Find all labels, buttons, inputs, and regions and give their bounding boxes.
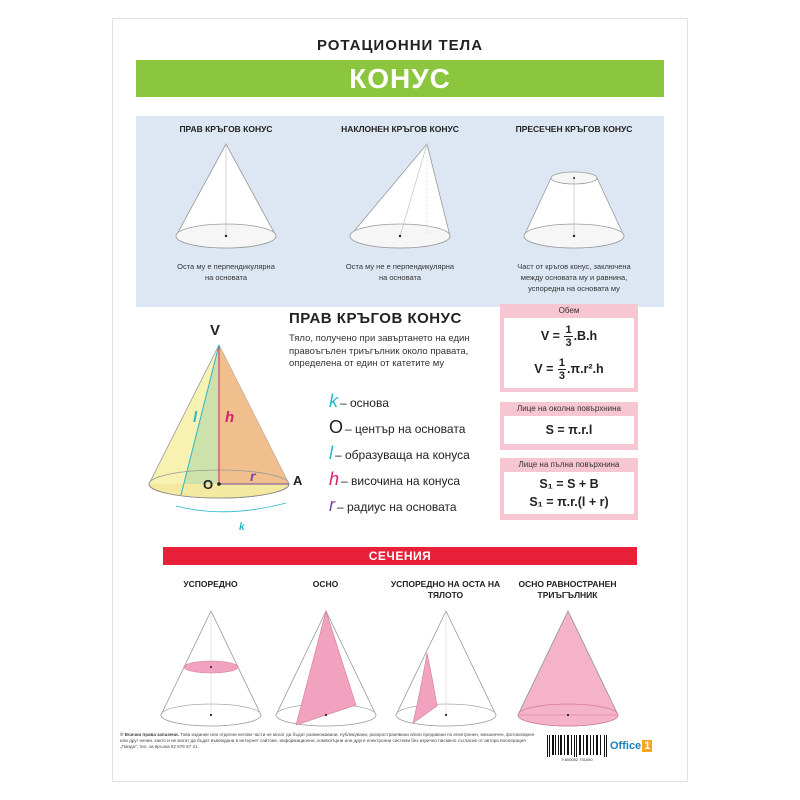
legend-symbol: l — [329, 443, 333, 463]
lateral-label: Лице на околна повърхнина — [517, 404, 621, 413]
legend — [329, 388, 470, 518]
type-desc — [315, 261, 485, 283]
section-parallel-axis-figure — [391, 603, 501, 733]
legend-item — [329, 414, 470, 440]
section-parallel-figure — [156, 603, 266, 733]
right-cone-figure — [171, 138, 281, 253]
frustum-figure — [519, 138, 629, 253]
volume-formulas — [504, 318, 634, 388]
desc-line: между основата му и равнина, — [520, 273, 628, 282]
type-right-cone — [141, 124, 311, 283]
poster-subtitle: РОТАЦИОННИ ТЕЛА — [316, 37, 484, 54]
legend-item — [329, 388, 470, 414]
section-axial — [268, 579, 383, 738]
label-o: O — [203, 477, 214, 492]
poster-title: КОНУС — [136, 60, 664, 97]
section-title: УСПОРЕДНО НА ОСТА НА ТЯЛОТО — [390, 579, 501, 600]
volume-formula-2 — [504, 353, 634, 386]
type-oblique-cone — [315, 124, 485, 283]
label-r: r — [250, 468, 256, 484]
label-h: h — [225, 409, 235, 426]
type-title: ПРАВ КРЪГОВ КОНУС — [179, 124, 273, 134]
legend-text: – образуваща на конуса — [335, 448, 470, 462]
oblique-cone-figure — [345, 138, 455, 253]
section-title: ОСНО — [312, 579, 339, 589]
logo-text: Office — [610, 740, 642, 752]
volume-label: Обем — [558, 306, 580, 315]
legend-item — [329, 492, 470, 518]
sections-title: СЕЧЕНИЯ — [163, 547, 637, 565]
definition-text: Тяло, получено при завъртането на един правоъгълен триъгълник около правата, определена от един от катетите му — [289, 333, 470, 369]
logo-number: 1 — [644, 740, 651, 752]
type-desc — [141, 261, 311, 283]
total-area-box — [500, 458, 638, 520]
label-a: A — [293, 473, 303, 488]
legend-symbol: r — [329, 495, 335, 515]
section-title: УСПОРЕДНО — [183, 579, 238, 589]
fraction — [558, 357, 566, 382]
section-title: ОСНО РАВНОСТРАНЕН ТРИЪГЪЛНИК — [518, 579, 617, 600]
office1-logo — [610, 740, 652, 752]
label-l: l — [193, 409, 198, 426]
formula-part: .B.h — [573, 329, 598, 343]
legend-symbol: h — [329, 469, 340, 489]
fraction — [564, 324, 572, 349]
barcode — [546, 735, 608, 757]
section-equilateral — [510, 579, 625, 738]
label-k: k — [239, 522, 245, 533]
total-formulas — [504, 472, 634, 514]
volume-formula-1 — [504, 320, 634, 353]
section-parallel — [153, 579, 268, 738]
label-v: V — [210, 322, 221, 339]
numerator: 1 — [558, 357, 566, 370]
type-title: ПРЕСЕЧЕН КРЪГОВ КОНУС — [515, 124, 633, 134]
definition-title: ПРАВ КРЪГОВ КОНУС — [289, 310, 462, 327]
labeled-cone-diagram — [136, 319, 303, 544]
legend-symbol: O — [329, 417, 344, 437]
poster — [113, 19, 687, 781]
volume-formula-box — [500, 304, 638, 392]
legend-text: – център на основата — [345, 422, 466, 436]
denominator: 3 — [565, 337, 572, 350]
desc-line: на основата — [378, 273, 422, 282]
legend-text: – радиус на основата — [337, 500, 457, 514]
desc-line: Оста му е перпендикулярна — [177, 262, 275, 271]
rights-bold: © Всички права запазени. — [120, 732, 179, 737]
numerator: 1 — [565, 324, 572, 337]
type-frustum — [489, 124, 659, 294]
desc-line: на основата — [204, 273, 248, 282]
formula-part: .π.r².h — [567, 362, 604, 376]
formula-part: V = — [534, 362, 554, 376]
lateral-area-box — [500, 402, 638, 450]
desc-line: Част от кръгов конус, заключена — [517, 262, 631, 271]
rights-text: Това издание или отделни негови части не могат да бъдат размножавани, публикувани, разпространявани и/или предавани по електронен, механичен, фотокопирен или друг начин, както и не могат да бъдат въвеждани в интернет сайтове, информационни, компютърни или други електронни системи без изрично писмено съгласие от автора Кооперация „Панда“, тел. за връзка 02 976 67 21. — [120, 732, 535, 750]
desc-line: успоредна на основата му — [528, 284, 620, 293]
lateral-formula: S = π.r.l — [504, 416, 634, 444]
type-title: НАКЛОНЕН КРЪГОВ КОНУС — [341, 124, 459, 134]
total-formula-2: S₁ = π.r.(l + r) — [529, 495, 609, 509]
barcode-number: 9 800052 751650 — [561, 757, 593, 762]
legend-item — [329, 466, 470, 492]
legend-text: – основа — [340, 396, 389, 410]
section-equilateral-figure — [513, 603, 623, 733]
copyright-notice — [120, 732, 540, 751]
cone-types-band — [136, 116, 664, 307]
total-formula-1: S₁ = S + B — [539, 477, 599, 491]
legend-item — [329, 440, 470, 466]
formula-part: V = — [540, 329, 560, 343]
denominator: 3 — [558, 370, 566, 383]
legend-text: – височина на конуса — [341, 474, 461, 488]
section-axial-figure — [271, 603, 381, 733]
desc-line: Оста му не е перпендикулярна — [345, 262, 455, 271]
legend-symbol: k — [329, 391, 338, 411]
type-desc — [489, 261, 659, 294]
section-parallel-to-axis — [388, 579, 503, 738]
total-label: Лице на пълна повърхнина — [518, 460, 620, 469]
